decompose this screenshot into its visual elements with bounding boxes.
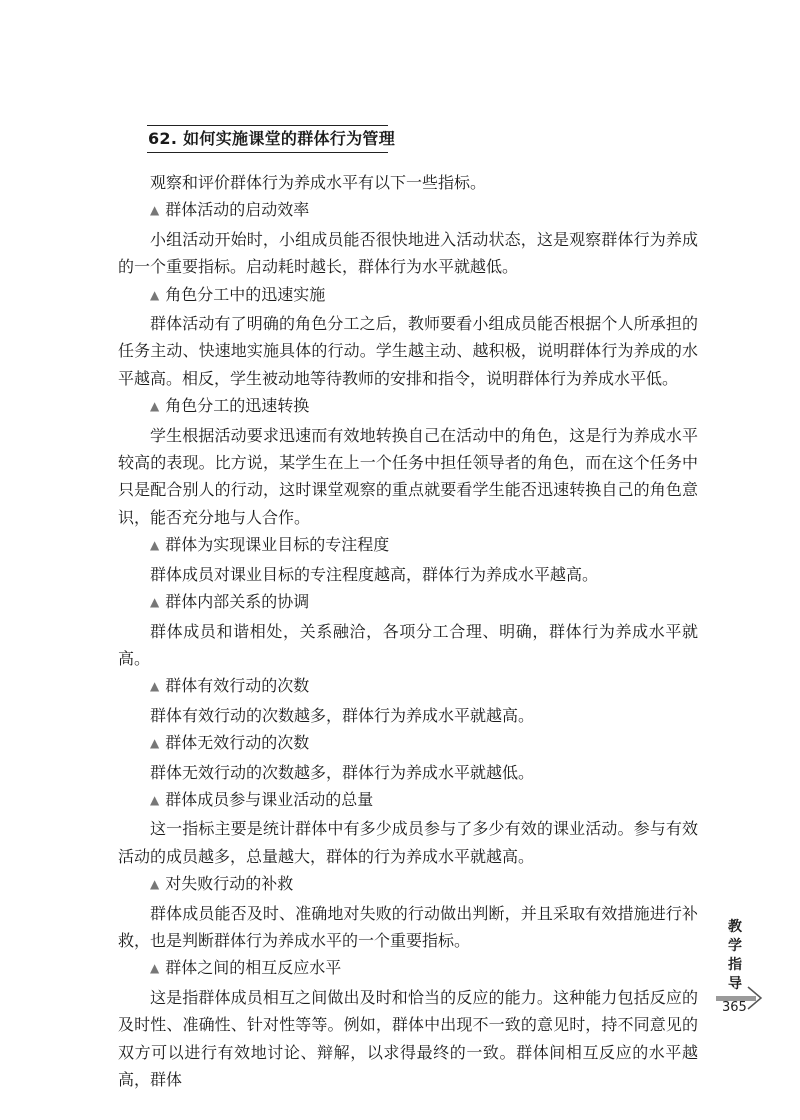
section-tab-char: 导	[728, 976, 742, 992]
triangle-bullet-icon: ▲	[150, 736, 160, 751]
indicator-heading-text: 群体活动的启动效率	[165, 200, 310, 220]
paragraph: 小组活动开始时，小组成员能否很快地进入活动状态，这是观察群体行为养成的一个重要指标。启动耗时越长，群体行为水平就越低。	[118, 229, 698, 277]
indicator-heading-text: 群体成员参与课业活动的总量	[165, 789, 374, 809]
indicator-heading-text: 对失败行动的补救	[165, 874, 294, 894]
indicator-heading	[118, 392, 698, 421]
indicator-heading-text: 群体之间的相互反应水平	[165, 958, 342, 978]
indicator-heading	[118, 786, 698, 815]
paragraph: 群体成员和谐相处，关系融洽，各项分工合理、明确，群体行为养成水平就高。	[118, 621, 698, 668]
triangle-bullet-icon: ▲	[150, 287, 160, 302]
section-tab-char: 指	[728, 957, 742, 973]
triangle-bullet-icon: ▲	[150, 679, 160, 694]
triangle-bullet-icon: ▲	[150, 538, 160, 553]
page-number: 365	[722, 1000, 747, 1015]
paragraph: 这是指群体成员相互之间做出及时和恰当的反应的能力。这种能力包括反应的及时性、准确性、针对性等等。例如，群体中出现不一致的意见时，持不同意见的双方可以进行有效地讨论、辩解，以求得最终的一致。群体间相互反应的水平越高，群体	[118, 987, 698, 1089]
section-tab-char: 教	[728, 919, 742, 935]
indicator-heading	[118, 672, 698, 701]
indicator-heading	[118, 954, 698, 983]
indicator-heading	[118, 870, 698, 899]
indicator-heading	[118, 281, 698, 310]
indicator-heading-text: 角色分工的迅速转换	[165, 396, 310, 416]
triangle-bullet-icon: ▲	[150, 399, 160, 414]
indicator-heading	[118, 196, 698, 225]
paragraph: 观察和评价群体行为养成水平有以下一些指标。	[150, 173, 487, 192]
indicator-heading	[118, 531, 698, 560]
indicator-heading-text: 角色分工中的迅速实施	[165, 284, 326, 304]
indicator-heading	[118, 588, 698, 617]
indicator-heading-text: 群体无效行动的次数	[165, 733, 310, 753]
paragraph: 群体成员对课业目标的专注程度越高，群体行为养成水平越高。	[150, 564, 599, 584]
chevron-right-icon	[744, 984, 766, 1012]
triangle-bullet-icon: ▲	[150, 877, 160, 892]
triangle-bullet-icon: ▲	[150, 203, 160, 218]
paragraph: 群体成员能否及时、准确地对失败的行动做出判断，并且采取有效措施进行补救，也是判断群体行为养成水平的一个重要指标。	[118, 903, 698, 950]
indicator-heading	[118, 729, 698, 758]
title-rule-top	[147, 125, 388, 126]
section-tab-char: 学	[728, 938, 742, 954]
paragraph: 这一指标主要是统计群体中有多少成员参与了多少有效的课业活动。参与有效活动的成员越多，总量越大，群体的行为养成水平就越高。	[118, 819, 698, 866]
paragraph: 学生根据活动要求迅速而有效地转换自己在活动中的角色，这是行为养成水平较高的表现。比方说，某学生在上一个任务中担任领导者的角色，而在这个任务中只是配合别人的行动，这时课堂观察的重点就要看学生能否迅速转换自己的角色意识，能否充分地与人合作。	[118, 425, 698, 527]
indicator-heading-text: 群体为实现课业目标的专注程度	[165, 535, 390, 555]
section-tab	[720, 918, 750, 994]
indicator-heading-text: 群体有效行动的次数	[165, 676, 310, 696]
section-title: 62. 如何实施课堂的群体行为管理	[148, 129, 396, 148]
paragraph: 群体活动有了明确的角色分工之后，教师要看小组成员能否根据个人所承担的任务主动、快速地实施具体的行动。学生越主动、越积极，说明群体行为养成的水平越高。相反，学生被动地等待教师的安排和指令，说明群体行为养成水平低。	[118, 314, 698, 388]
triangle-bullet-icon: ▲	[150, 961, 160, 976]
paragraph: 群体无效行动的次数越多，群体行为养成水平就越低。	[150, 762, 535, 782]
title-rule-bottom	[147, 152, 388, 153]
indicator-heading-text: 群体内部关系的协调	[165, 592, 310, 612]
triangle-bullet-icon: ▲	[150, 792, 160, 807]
paragraph: 群体有效行动的次数越多，群体行为养成水平就越高。	[150, 705, 535, 725]
article-body	[118, 169, 698, 1093]
triangle-bullet-icon: ▲	[150, 595, 160, 610]
